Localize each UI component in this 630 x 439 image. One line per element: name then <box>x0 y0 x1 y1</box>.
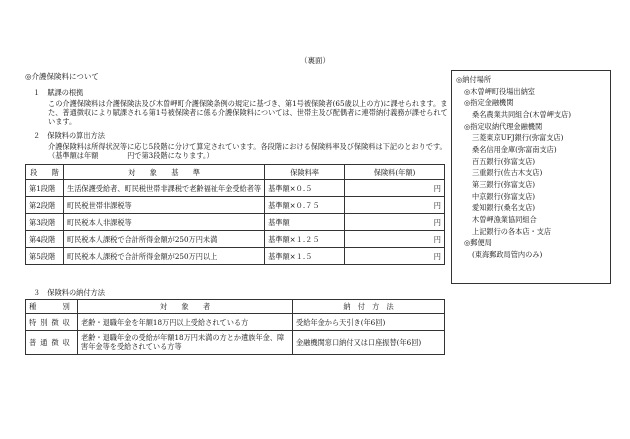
payment-table-header <box>26 300 445 314</box>
list-item: 桑名信用金庫(弥富南支店) <box>472 144 557 154</box>
method-cell: 金融機関窓口納付又は口座振替(年6回) <box>293 331 445 355</box>
rate-cell: 基準額×１.５ <box>265 248 345 265</box>
header-annual-premium: 保険料(年額) <box>345 165 445 180</box>
calculation-text: 介護保険料は所得状況等に応じ5段階に分けて算定されています。各段階における保険料率及び保険料は下記のとおりです。（基準額は年額 円で第3段階になります。） <box>48 142 447 161</box>
rate-table <box>25 164 445 265</box>
stage-cell: 第1段階 <box>26 180 64 197</box>
premium-section <box>25 72 448 265</box>
target-cell: 町民税本人課税で合計所得金額が250万円未満 <box>64 231 265 248</box>
post-office-note: (東海郵政局管内のみ) <box>472 249 543 259</box>
method-cell: 受給年金から天引き(年6回) <box>293 314 445 331</box>
designated-bank-item: 桑名農業共同組合(木曽岬支店) <box>472 109 572 119</box>
section-title: ◎介護保険料について <box>25 72 99 81</box>
target-cell: 生活保護受給者、町民税世帯非課税で老齢福祉年金受給者等 <box>64 180 265 197</box>
agent-bank-label: ◎指定収納代理金融機関 <box>464 121 543 131</box>
town-office-item: ◎木曽岬町役場出納室 <box>464 86 535 96</box>
target-cell: 町民税本人非課税等 <box>64 214 265 231</box>
premium-cell: 円 <box>345 231 445 248</box>
list-item: 三菱東京UFJ銀行(弥富支店) <box>472 133 564 143</box>
calculation-title: ２ 保険料の算出方法 <box>33 131 105 141</box>
list-item: 中京銀行(弥富支店) <box>472 191 536 201</box>
stage-cell: 第4段階 <box>26 231 64 248</box>
rate-table-header <box>26 165 445 180</box>
designated-bank-label: ◎指定金融機関 <box>464 98 514 108</box>
header-rate: 保険料率 <box>265 165 345 180</box>
premium-cell: 円 <box>345 248 445 265</box>
rate-cell: 基準額×１.２５ <box>265 231 345 248</box>
table-row <box>26 180 445 197</box>
rate-cell: 基準額×０.７５ <box>265 197 345 214</box>
header-kind: 種 別 <box>26 300 78 314</box>
list-item: 第三銀行(弥富支店) <box>472 179 536 189</box>
post-office-label: ◎郵便局 <box>464 238 492 248</box>
premium-cell: 円 <box>345 180 445 197</box>
list-item: 木曽岬漁業協同組合 <box>472 214 537 224</box>
rate-cell: 基準額 <box>265 214 345 231</box>
payment-method-title: ３ 保険料の納付方法 <box>33 288 105 297</box>
list-item: 百五銀行(弥富支店) <box>472 156 536 166</box>
payment-method-table <box>25 299 445 355</box>
recipient-cell: 老齢・退職年金を年額18万円以上受給されている方 <box>78 314 293 331</box>
recipient-cell: 老齢・退職年金の受給が年額18万円未満の方とか遺族年金、障害年金等を受給されている方等 <box>78 331 293 355</box>
basis-text: この介護保険料は介護保険法及び木曽岬町介護保険条例の規定に基づき、第1号被保険者(65歳以上の方)に課せられます。また、普通徴収により賦課される第1号被保険者に係る介護保険料については、世帯主及び配偶者に連帯納付義務が課せられています。 <box>48 99 448 127</box>
list-item: 愛知銀行(桑名支店) <box>472 203 536 213</box>
list-item: 三重銀行(佐古木支店) <box>472 168 543 178</box>
premium-cell: 円 <box>345 197 445 214</box>
target-cell: 町民税本人課税で合計所得金額が250万円以上 <box>64 248 265 265</box>
kind-cell: 普通徴収 <box>26 331 78 355</box>
target-cell: 町民税世帯非課税等 <box>64 197 265 214</box>
header-stage: 段 階 <box>26 165 64 180</box>
header-recipient: 対 象 者 <box>78 300 293 314</box>
list-item: 上記銀行の各本店・支店 <box>472 226 552 236</box>
header-method: 納 付 方 法 <box>293 300 445 314</box>
table-row <box>26 214 445 231</box>
payment-method-section <box>25 288 445 355</box>
stage-cell: 第2段階 <box>26 197 64 214</box>
header-target: 対 象 基 準 <box>64 165 265 180</box>
table-row <box>26 231 445 248</box>
premium-cell: 円 <box>345 214 445 231</box>
kind-cell: 特別徴収 <box>26 314 78 331</box>
table-row <box>26 331 445 355</box>
stage-cell: 第3段階 <box>26 214 64 231</box>
stage-cell: 第5段階 <box>26 248 64 265</box>
rate-cell: 基準額×０.５ <box>265 180 345 197</box>
table-row <box>26 314 445 331</box>
basis-title: １ 賦課の根拠 <box>33 88 84 98</box>
payment-places-title: ◎納付場所 <box>456 75 492 84</box>
page-label: （裏面） <box>300 56 330 65</box>
table-row <box>26 197 445 214</box>
table-row <box>26 248 445 265</box>
payment-places-box <box>451 70 611 284</box>
